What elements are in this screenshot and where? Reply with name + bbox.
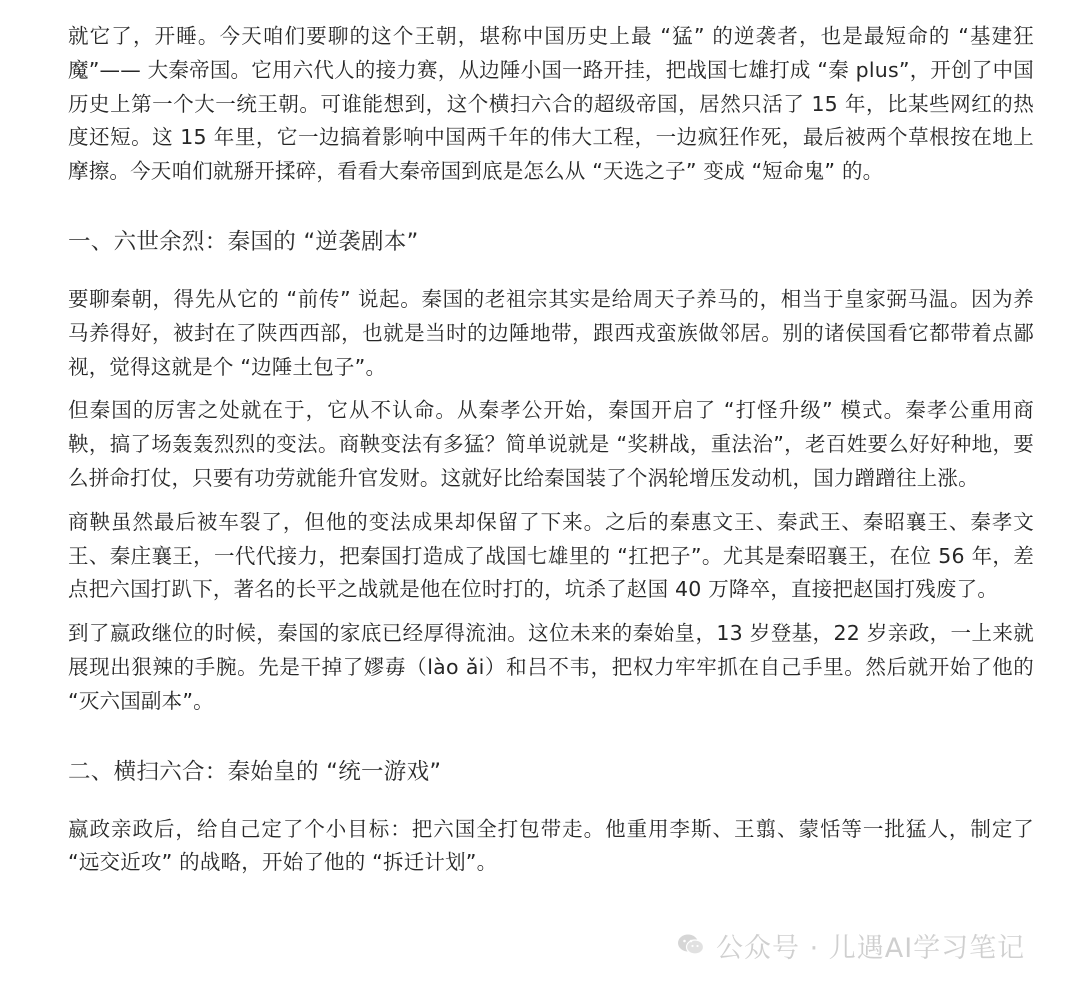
wechat-icon: [676, 930, 706, 960]
section2-paragraph-1: 嬴政亲政后，给自己定了个小目标：把六国全打包带走。他重用李斯、王翦、蒙恬等一批猛人，制定了 “远交近攻” 的战略，开始了他的 “拆迁计划”。: [68, 816, 1034, 875]
section1-paragraph-2: 但秦国的厉害之处就在于，它从不认命。从秦孝公开始，秦国开启了 “打怪升级” 模式。秦孝公重用商鞅，搞了场轰轰烈烈的变法。商鞅变法有多猛？简单说就是 “奖耕战，重法治”，老百姓要么好好种地，要么拼命打仗，只要有功劳就能升官发财。这就好比给秦国装了个涡轮增压发动机，国力蹭蹭往上涨。: [68, 398, 1034, 490]
intro-paragraph: 就它了，开睡。今天咱们要聊的这个王朝，堪称中国历史上最 “猛” 的逆袭者，也是最短命的 “基建狂魔”—— 大秦帝国。它用六代人的接力赛，从边陲小国一路开挂，把战国七雄打成 “秦 plus”，开创了中国历史上第一个大一统王朝。可谁能想到，这个横扫六合的超级帝国，居然只活了 15 年，比某些网红的热度还短。这 15 年里，它一边搞着影响中国两千年的伟大工程，一边疯狂作死，最后被两个草根按在地上摩擦。今天咱们就掰开揉碎，看看大秦帝国到底是怎么从 “天选之子” 变成 “短命鬼” 的。: [68, 24, 1034, 184]
section1-paragraph-3: 商鞅虽然最后被车裂了，但他的变法成果却保留了下来。之后的秦惠文王、秦武王、秦昭襄王、秦孝文王、秦庄襄王，一代代接力，把秦国打造成了战国七雄里的 “扛把子”。尤其是秦昭襄王，在位 56 年，差点把六国打趴下，著名的长平之战就是他在位时打的，坑杀了赵国 40 万降卒，直接把赵国打残废了。: [68, 509, 1034, 602]
section-heading-1: 一、六世余烈：秦国的 “逆袭剧本”: [68, 228, 419, 255]
section1-paragraph-1: 要聊秦朝，得先从它的 “前传” 说起。秦国的老祖宗其实是给周天子养马的，相当于皇家弼马温。因为养马养得好，被封在了陕西西部，也就是当时的边陲地带，跟西戎蛮族做邻居。别的诸侯国看它都带着点鄙视，觉得这就是个 “边陲土包子”。: [68, 286, 1034, 379]
section-spacer: [68, 729, 1034, 755]
article-body: [68, 20, 1034, 890]
section-heading-2: 二、横扫六合：秦始皇的 “统一游戏”: [68, 758, 442, 785]
watermark: [676, 920, 1025, 970]
watermark-text: 公众号 · 儿遇AI学习笔记: [716, 932, 1026, 964]
section1-paragraph-4: 到了嬴政继位的时候，秦国的家底已经厚得流油。这位未来的秦始皇，13 岁登基，22 岁亲政，一上来就展现出狠辣的手腕。先是干掉了嫪毐（lào ǎi）和吕不韦，把权力牢牢抓在自己手里。然后就开始了他的 “灭六国副本”。: [68, 621, 1034, 713]
